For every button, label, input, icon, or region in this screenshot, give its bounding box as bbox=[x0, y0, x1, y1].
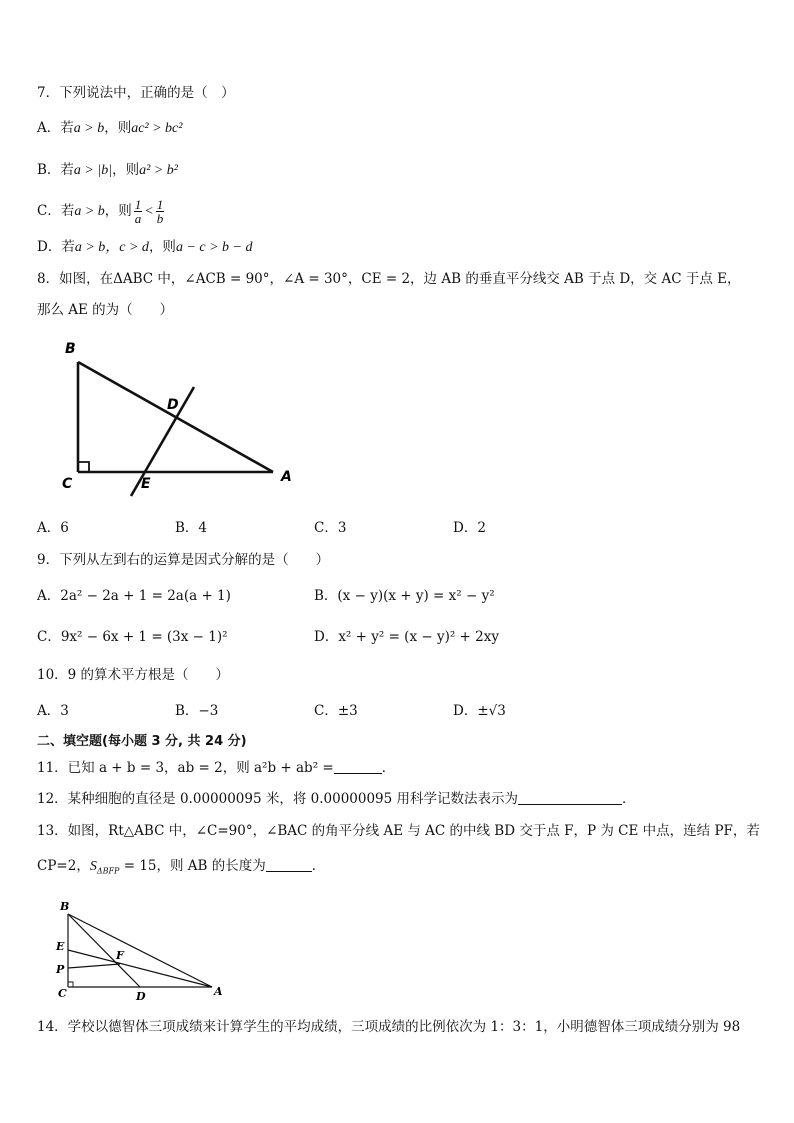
q13-label-c: C bbox=[58, 987, 67, 1000]
q8-right-angle-mark bbox=[78, 462, 89, 472]
q14-text: 14．学校以德智体三项成绩来计算学生的平均成绩，三项成绩的比例依次为 1：3：1，小明德智体三项成绩分别为 98 bbox=[37, 1019, 741, 1035]
q7-option-c-num1: 1 bbox=[134, 197, 142, 212]
q7-option-d-cond: a > b，c > d bbox=[74, 240, 149, 255]
q13-line2-pre: CP=2， bbox=[37, 858, 90, 874]
q13-right-angle-mark bbox=[68, 982, 73, 987]
q12-text: 12．某种细胞的直径是 0.00000095 米，将 0.00000095 用科学记数法表示为 bbox=[37, 791, 519, 807]
q7-option-a-prefix: A．若 bbox=[37, 120, 74, 136]
q7-option-c-den2: b bbox=[156, 211, 164, 226]
q8-option-b: B．4 bbox=[175, 520, 208, 536]
q8-label-d: D bbox=[167, 397, 179, 413]
q7-stem: 7．下列说法中，正确的是（ ） bbox=[37, 85, 235, 101]
q7-option-c-prefix: C．若 bbox=[37, 203, 75, 219]
q10-option-b: B．−3 bbox=[175, 703, 219, 719]
q7-option-b-result: a² > b² bbox=[139, 163, 178, 178]
q13-bisector-ae bbox=[68, 950, 212, 987]
q7-option-d-prefix: D．若 bbox=[37, 239, 75, 255]
q7-option-c bbox=[37, 194, 166, 229]
q13-label-e: E bbox=[56, 940, 65, 953]
q7-option-a-mid: ，则 bbox=[104, 120, 132, 136]
q7-option-a bbox=[37, 119, 182, 138]
q8-option-c: C．3 bbox=[314, 520, 347, 536]
q8-figure bbox=[55, 335, 305, 505]
q8-label-a: A bbox=[281, 469, 292, 485]
q13-line2-mid: = 15，则 AB 的长度为 bbox=[119, 858, 266, 874]
q13-label-b: B bbox=[60, 900, 70, 913]
q7-option-c-cond: a > b bbox=[74, 204, 105, 219]
q13-median-bd bbox=[68, 914, 140, 987]
q7-option-c-fraction-1 bbox=[134, 198, 143, 225]
q11-text: 11．已知 a + b = 3，ab = 2，则 a²b + ab² = bbox=[37, 760, 334, 776]
q8-label-c: C bbox=[62, 476, 73, 492]
q13-figure bbox=[52, 898, 232, 1006]
q11-answer-blank bbox=[334, 773, 382, 774]
q10-stem: 10．9 的算术平方根是（ ） bbox=[37, 667, 230, 683]
q7-option-c-mid: ，则 bbox=[104, 203, 132, 219]
q12-answer-blank bbox=[518, 804, 622, 805]
q9-option-c: C．9x² − 6x + 1 = (3x − 1)² bbox=[37, 629, 228, 645]
q11 bbox=[37, 759, 395, 777]
q7-option-c-fraction-2 bbox=[156, 198, 165, 225]
q13-line2 bbox=[37, 857, 325, 881]
q10-option-c: C．±3 bbox=[314, 703, 358, 719]
q7-option-c-den1: a bbox=[134, 211, 142, 226]
q9-option-d: D．x² + y² = (x − y)² + 2xy bbox=[314, 629, 499, 645]
q7-option-a-cond: a > b bbox=[73, 121, 105, 136]
q7-option-b-mid: ，则 bbox=[112, 162, 140, 178]
q8-label-b: B bbox=[65, 341, 76, 357]
q12-end: ． bbox=[622, 791, 636, 807]
q13-label-f: F bbox=[116, 949, 124, 962]
q13-label-p: P bbox=[56, 963, 65, 976]
q10-option-a: A．3 bbox=[37, 703, 69, 719]
q13-label-d: D bbox=[136, 990, 146, 1003]
q13-end: ． bbox=[311, 858, 326, 874]
q11-end: ． bbox=[381, 760, 396, 776]
q9-stem: 9．下列从左到右的运算是因式分解的是（ ） bbox=[37, 552, 330, 568]
q7-option-b bbox=[37, 161, 178, 180]
q8-label-e: E bbox=[141, 476, 151, 492]
section-2-heading: 二、填空题(每小题 3 分, 共 24 分) bbox=[37, 734, 247, 749]
q7-option-c-num2: 1 bbox=[156, 197, 164, 212]
q8-option-d: D．2 bbox=[453, 520, 486, 536]
q8-stem-line1: 8．如图，在ΔABC 中，∠ACB = 90°，∠A = 30°，CE = 2，边 AB 的垂直平分线交 AB 于点 D，交 AC 于点 E， bbox=[37, 271, 741, 287]
q7-option-d-result: a − c > b − d bbox=[175, 240, 253, 255]
q13-segment-pf bbox=[68, 964, 120, 968]
q13-area-symbol: S bbox=[89, 859, 97, 874]
q7-option-b-prefix: B．若 bbox=[37, 162, 74, 178]
q7-option-c-lt: < bbox=[144, 204, 154, 219]
q9-option-a: A．2a² − 2a + 1 = 2a(a + 1) bbox=[37, 588, 231, 604]
q7-option-b-cond: a > |b| bbox=[73, 163, 113, 178]
q7-option-d-mid: ，则 bbox=[148, 239, 176, 255]
q8-stem-line2: 那么 AE 的为（ ） bbox=[37, 302, 174, 318]
q13-label-a: A bbox=[214, 985, 223, 998]
q7-option-d bbox=[37, 238, 253, 257]
q10-option-d: D．±√3 bbox=[453, 703, 506, 719]
q13-answer-blank bbox=[266, 871, 312, 872]
q13-side-ab bbox=[68, 914, 212, 987]
q7-option-a-result: ac² > bc² bbox=[131, 121, 183, 136]
q9-option-b: B．(x − y)(x + y) = x² − y² bbox=[314, 588, 495, 604]
q8-option-a: A．6 bbox=[37, 520, 69, 536]
q13-line1: 13．如图，Rt△ABC 中，∠C=90°，∠BAC 的角平分线 AE 与 AC 的中线 BD 交于点 F，P 为 CE 中点，连结 PF，若 bbox=[37, 823, 760, 839]
q13-area-subscript: ΔBFP bbox=[96, 866, 120, 876]
q12 bbox=[37, 790, 636, 808]
